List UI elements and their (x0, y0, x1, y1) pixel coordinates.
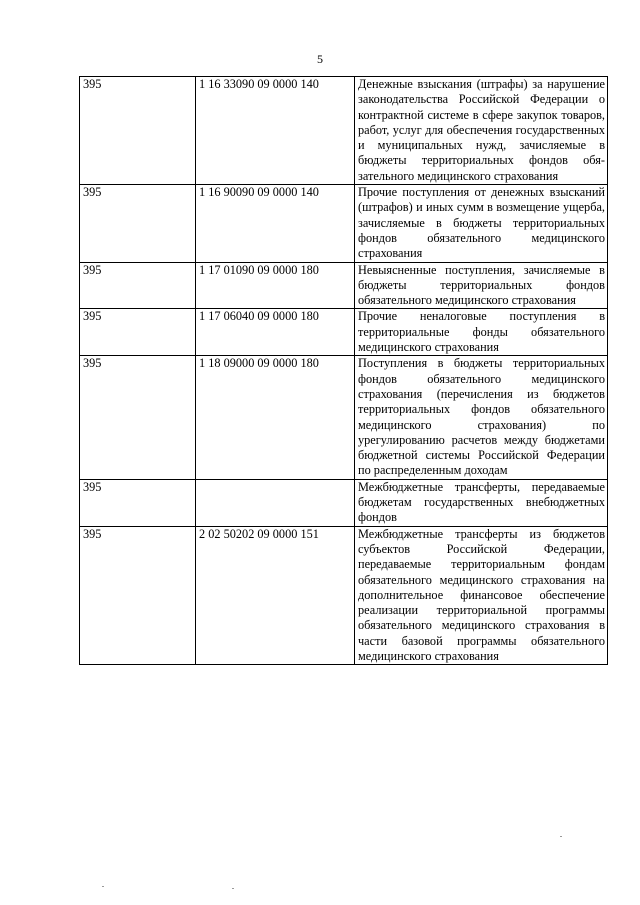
description-cell: Прочие поступления от денежных взысканий (штрафов) и иных сумм в возмещение ущерба, зачисляемые в бюджеты территориальных фондов обязательного медицинского страхования (355, 185, 608, 262)
admin-code-cell: 395 (80, 185, 196, 262)
admin-code-cell: 395 (80, 526, 196, 665)
table-row (80, 526, 608, 665)
admin-code-cell: 395 (80, 77, 196, 185)
table-row (80, 77, 608, 185)
description-cell: Прочие неналоговые поступления в территориальные фонды обязательного медицинского страхования (355, 309, 608, 356)
description-cell: Поступления в бюджеты территориальных фондов обязательного медицинского страхования (перечисления из бюджетов территориальных фондов обязательного медицинского страхования) по урегулированию расчетов между бюджетами бюджетной системы Российской Федерации по распределенным доходам (355, 356, 608, 479)
budget-code-cell: 1 17 01090 09 0000 180 (196, 262, 355, 309)
budget-code-cell: 1 16 90090 09 0000 140 (196, 185, 355, 262)
table-row (80, 185, 608, 262)
budget-code-cell: 1 16 33090 09 0000 140 (196, 77, 355, 185)
budget-classification-table (79, 76, 608, 665)
description-cell: Межбюджетные трансферты, передаваемые бюджетам государственных внебюджетных фондов (355, 479, 608, 526)
admin-code-cell: 395 (80, 356, 196, 479)
description-cell: Денежные взыскания (штрафы) за нарушение законодательства Российской Федерации о контрактной системе в сфере закупок товаров, работ, услуг для обеспечения государственных и муниципальных нужд, зачисляемые в бюджеты территориальных фондов обязательного медицинского страхования (355, 77, 608, 185)
budget-code-cell: 1 18 09000 09 0000 180 (196, 356, 355, 479)
page-number: 5 (317, 52, 323, 66)
budget-code-cell: 1 17 06040 09 0000 180 (196, 309, 355, 356)
scan-speck (232, 888, 234, 889)
scan-speck (102, 886, 104, 887)
table-row (80, 479, 608, 526)
admin-code-cell: 395 (80, 262, 196, 309)
scan-speck (560, 836, 562, 837)
admin-code-cell: 395 (80, 309, 196, 356)
table-row (80, 309, 608, 356)
table-row (80, 356, 608, 479)
admin-code-cell: 395 (80, 479, 196, 526)
budget-code-cell (196, 479, 355, 526)
table-row (80, 262, 608, 309)
description-cell: Межбюджетные трансферты из бюджетов субъектов Российской Федерации, передаваемые территориальным фондам обязательного медицинского страхования на дополнительное финансовое обеспечение реализации территориальной программы обязательного медицинского страхования в части базовой программы обязательного медицинского страхования (355, 526, 608, 665)
budget-code-cell: 2 02 50202 09 0000 151 (196, 526, 355, 665)
description-cell: Невыясненные поступления, зачисляемые в бюджеты территориальных фондов обязательного медицинского страхования (355, 262, 608, 309)
